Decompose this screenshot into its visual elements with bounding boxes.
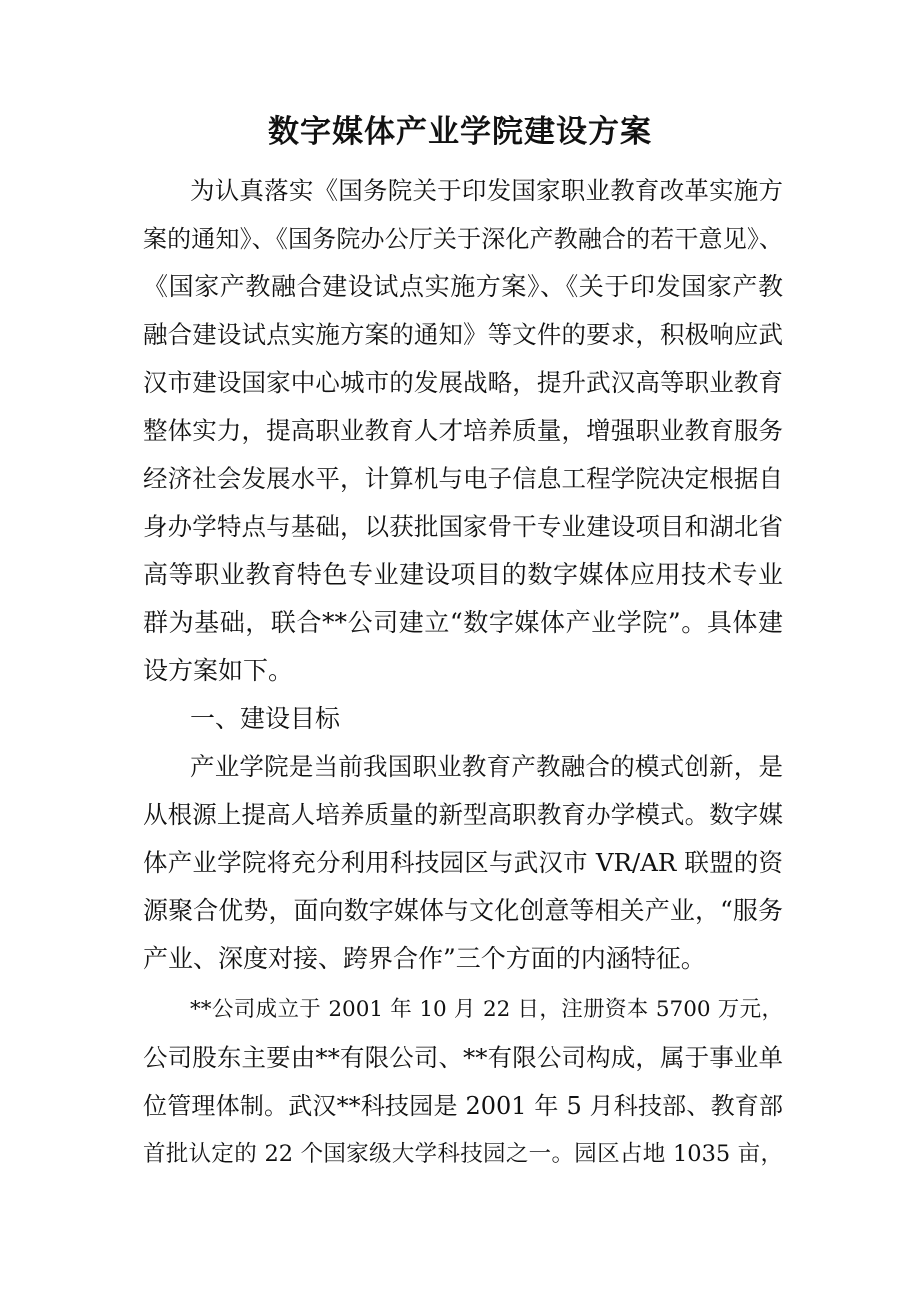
paragraph-line: 高等职业教育特色专业建设项目的数字媒体应用技术专业 [143, 560, 783, 589]
paragraph-line: **公司成立于 2001 年 10 月 22 日，注册资本 5700 万元， [190, 997, 783, 1022]
paragraph-line: 群为基础，联合**公司建立“数字媒体产业学院”。具体建 [143, 608, 783, 637]
document-title: 数字媒体产业学院建设方案 [268, 114, 652, 150]
paragraph-line: 源聚合优势，面向数字媒体与文化创意等相关产业，“服务 [143, 896, 783, 925]
paragraph-line: 体产业学院将充分利用科技园区与武汉市 VR/AR 联盟的资 [143, 848, 783, 877]
paragraph-line: 案的通知》、《国务院办公厅关于深化产教融合的若干意见》、 [143, 225, 783, 253]
paragraph-line: 身办学特点与基础，以获批国家骨干专业建设项目和湖北省 [143, 512, 783, 541]
paragraph-line: 产业学院是当前我国职业教育产教融合的模式创新，是 [190, 752, 783, 781]
paragraph-line: 从根源上提高人培养质量的新型高职教育办学模式。数字媒 [143, 800, 783, 829]
paragraph-line: 位管理体制。武汉**科技园是 2001 年 5 月科技部、教育部 [143, 1092, 783, 1120]
paragraph-line: 首批认定的 22 个国家级大学科技园之一。园区占地 1035 亩， [143, 1141, 783, 1167]
paragraph-line: 设方案如下。 [143, 656, 294, 685]
paragraph-line: 公司股东主要由**有限公司、**有限公司构成，属于事业单 [143, 1043, 783, 1072]
section-heading: 一、建设目标 [190, 704, 341, 733]
paragraph-line: 整体实力，提高职业教育人才培养质量，增强职业教育服务 [143, 416, 783, 445]
paragraph-line: 《国家产教融合建设试点实施方案》、《关于印发国家产教 [143, 272, 783, 301]
paragraph-line: 经济社会发展水平，计算机与电子信息工程学院决定根据自 [143, 464, 783, 493]
paragraph-line: 融合建设试点实施方案的通知》等文件的要求，积极响应武 [143, 320, 783, 349]
paragraph-line: 产业、深度对接、跨界合作”三个方面的内涵特征。 [143, 944, 706, 973]
paragraph-line: 汉市建设国家中心城市的发展战略，提升武汉高等职业教育 [143, 368, 783, 397]
paragraph-line: 为认真落实《国务院关于印发国家职业教育改革实施方 [190, 176, 783, 205]
